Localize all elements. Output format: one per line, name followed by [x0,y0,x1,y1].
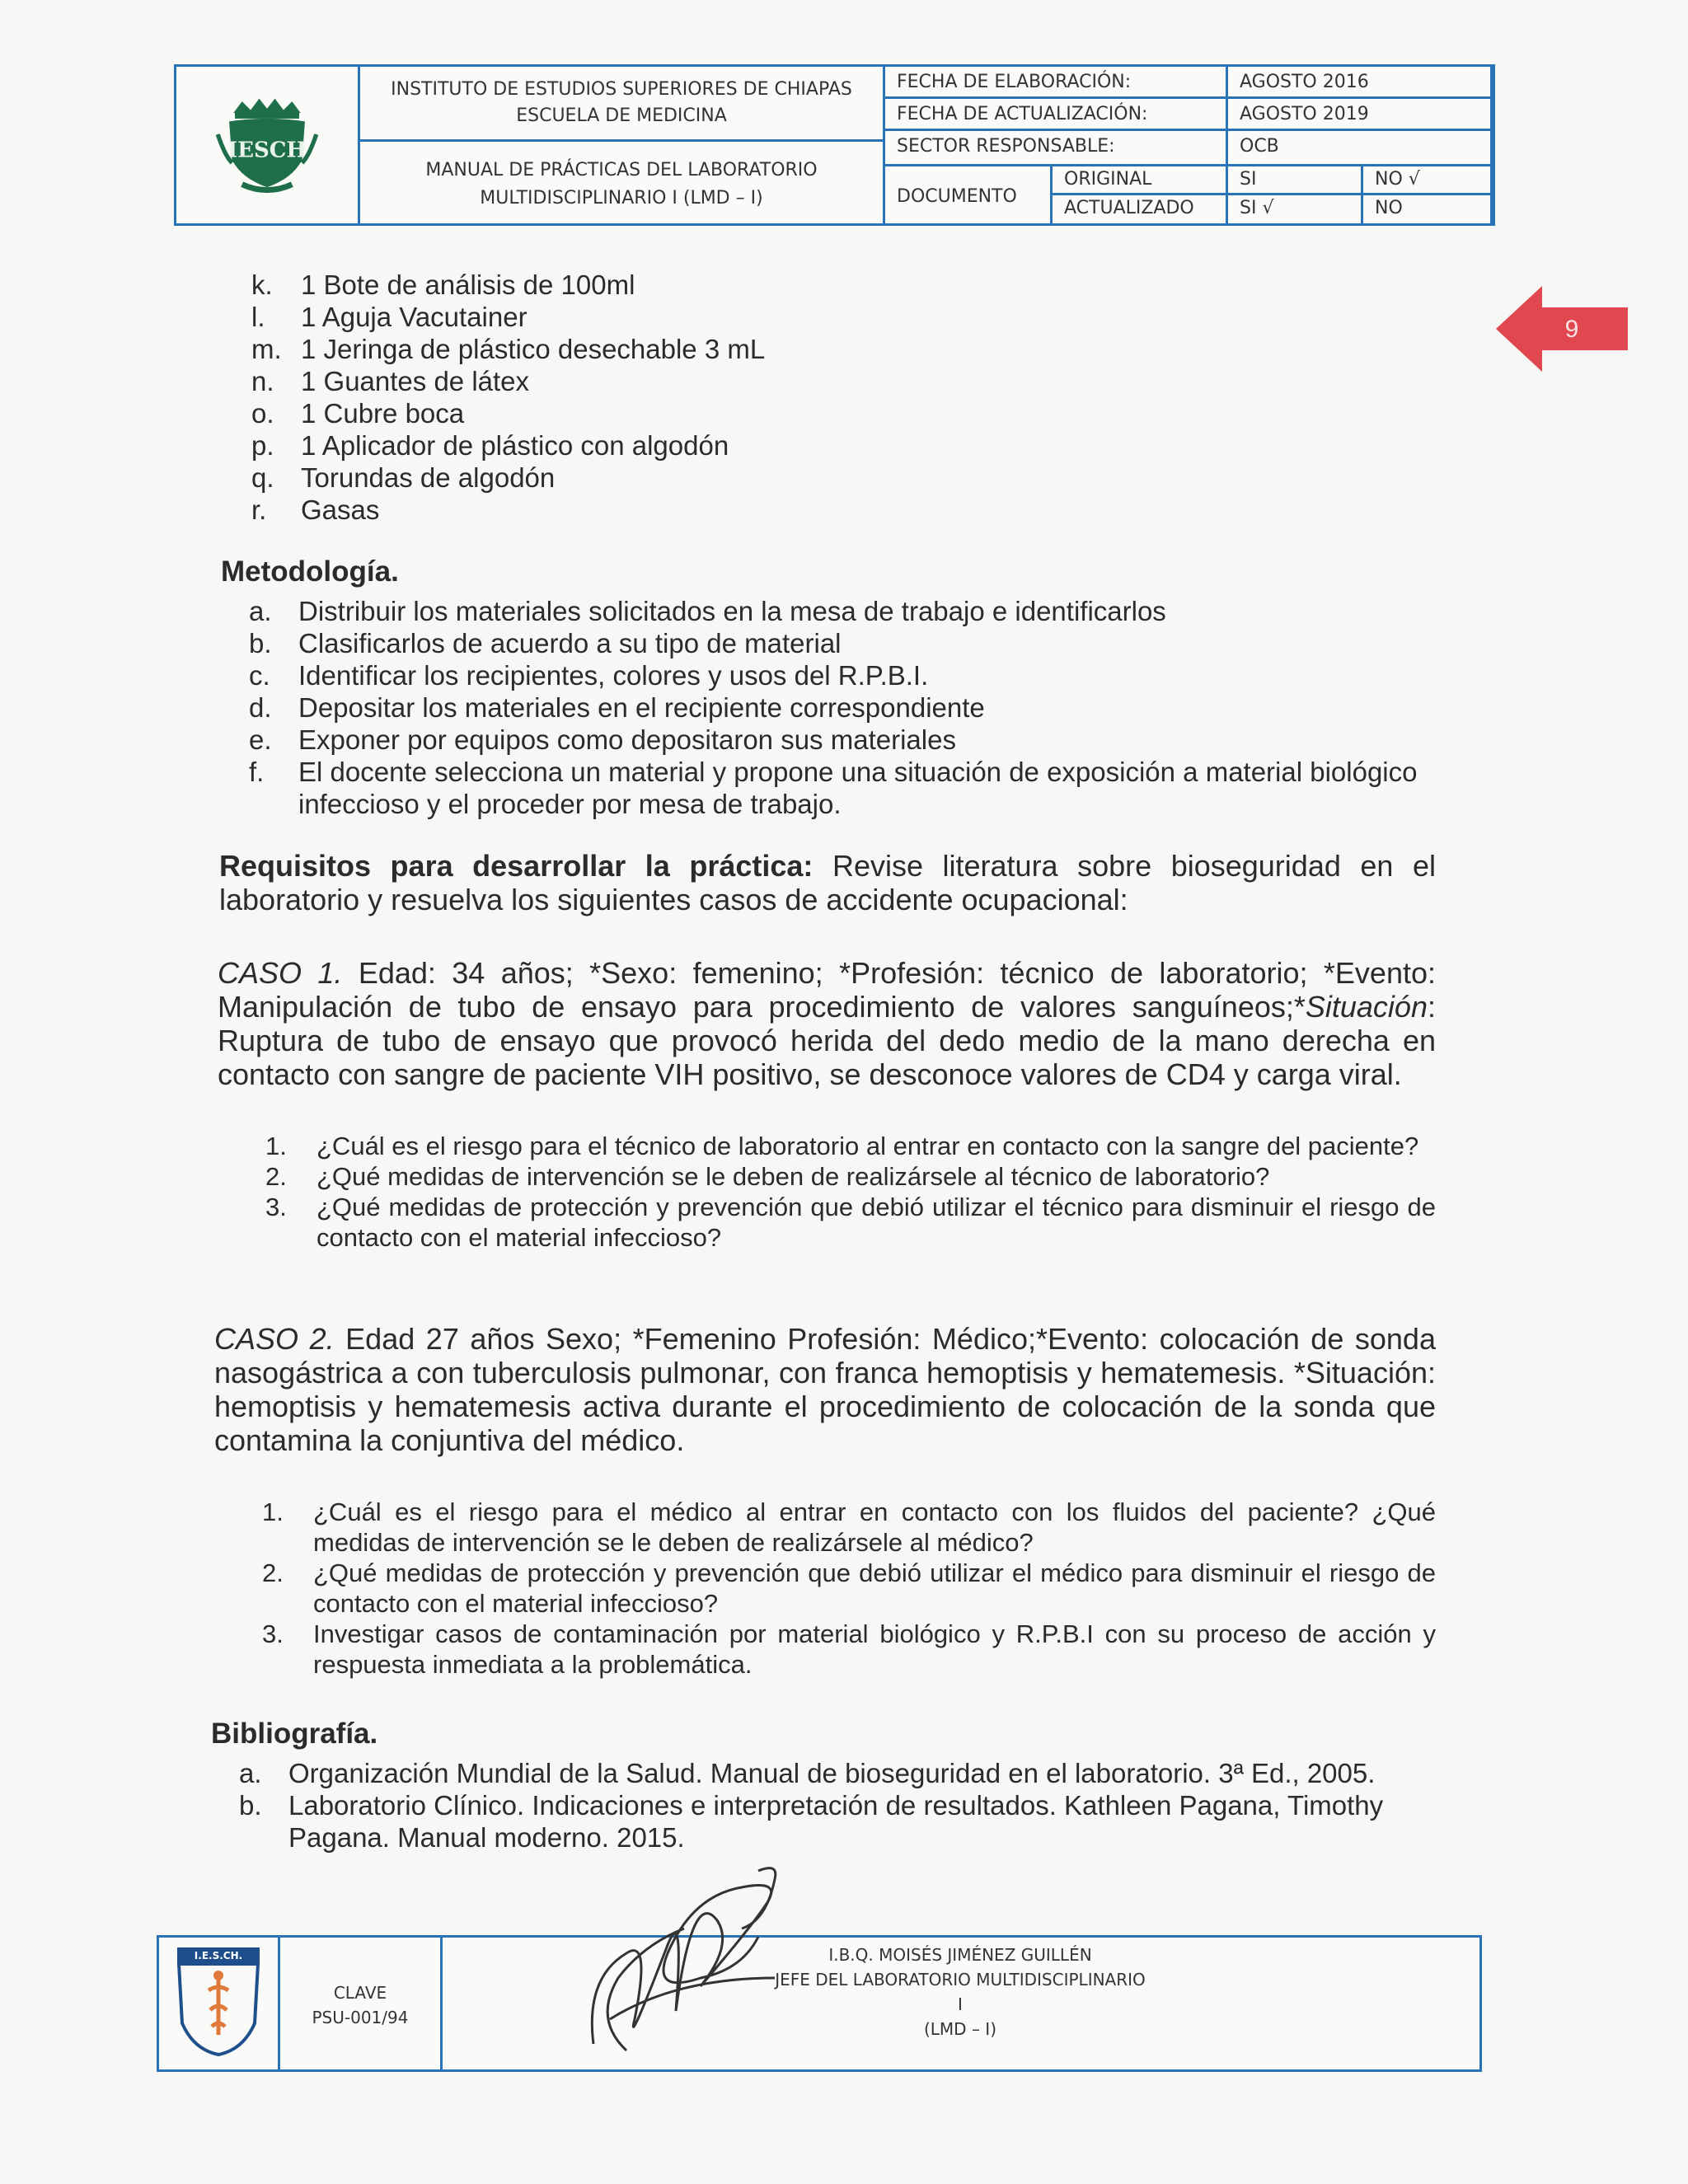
signer-title: JEFE DEL LABORATORIO MULTIDISCIPLINARIO I [775,1970,1146,2014]
institution-name: INSTITUTO DE ESTUDIOS SUPERIORES DE CHIAPAS [391,79,852,100]
list-item: p. 1 Aplicador de plástico con algodón [251,430,729,461]
original-si: SI [1226,164,1363,195]
fecha-elaboracion-value: AGOSTO 2016 [1226,64,1495,99]
actualizado-si: SI √ [1226,193,1363,226]
footer-logo-cell [157,1935,280,2072]
metodologia-heading: Metodología. [221,555,399,588]
list-item: f. El docente selecciona un material y propone una situación de exposición a material biológico infeccioso y el proceder por mesa de trabajo. [249,757,1418,819]
list-item: a. Organización Mundial de la Salud. Manual de bioseguridad en el laboratorio. 3ª Ed., 2005. [239,1758,1376,1788]
caso1-label: CASO 1. [218,956,343,990]
fecha-actualizacion-label: FECHA DE ACTUALIZACIÓN: [883,96,1228,131]
signer-block [775,1943,1146,2041]
caso2-label: CASO 2. [214,1322,335,1356]
signature-scribble [577,1854,791,2060]
list-item: a. Distribuir los materiales solicitados en la mesa de trabajo e identificarlos [249,596,1166,626]
list-item: b. Clasificarlos de acuerdo a su tipo de material [249,628,842,658]
bibliografia-list [239,1757,1436,1854]
signer-name: I.B.Q. MOISÉS JIMÉNEZ GUILLÉN [828,1945,1092,1965]
list-item: 3. ¿Qué medidas de protección y prevención que debió utilizar el técnico para disminuir el riesgo de contacto con el material infeccioso? [265,1193,1436,1252]
logo-letters: IESCH [227,138,307,163]
fecha-actualizacion-value: AGOSTO 2019 [1226,96,1495,131]
caso1-questions [265,1131,1436,1253]
fecha-elaboracion-label: FECHA DE ELABORACIÓN: [883,64,1228,99]
original-label: ORIGINAL [1050,164,1228,195]
list-item: 2. ¿Qué medidas de intervención se le deben de realizársele al técnico de laboratorio? [265,1162,1270,1191]
list-item: n. 1 Guantes de látex [251,366,530,396]
caso1-situacion: Situación [1305,990,1428,1024]
list-item: 1. ¿Cuál es el riesgo para el técnico de laboratorio al entrar en contacto con la sangre del paciente? [265,1132,1419,1160]
requisitos-paragraph [219,849,1436,916]
page-number-badge [1496,284,1628,373]
footer-clave-cell [278,1935,443,2072]
bibliografia-heading: Bibliografía. [211,1718,378,1750]
list-item: e. Exponer por equipos como depositaron sus materiales [249,724,956,755]
clave-label: CLAVE [333,1983,387,2003]
caso2-paragraph: CASO 2. Edad 27 años Sexo; *Femenino Profesión: Médico;*Evento: colocación de sonda nasogástrica a con tuberculosis pulmonar, con franca hemoptisis y hematemesis. *Situación: hemoptisis y hematemesis activa durante el procedimiento de colocación de la sonda que contamina la conjuntiva del médico. [214,1322,1436,1457]
requisitos-text: Revise literatura sobre bioseguridad en el laboratorio y resuelva los siguientes casos de accidente ocupacional: [219,849,1436,916]
header-table [174,64,1493,226]
manual-title-line1: MANUAL DE PRÁCTICAS DEL LABORATORIO [425,160,818,180]
header-manual-cell [358,139,885,226]
caso2-questions [262,1497,1436,1680]
materials-list [251,269,1158,526]
sector-responsable-label: SECTOR RESPONSABLE: [883,129,1228,166]
sector-responsable-value: OCB [1226,129,1495,166]
original-no: NO √ [1361,164,1495,195]
requisitos-heading: Requisitos para desarrollar la práctica: [219,849,814,883]
header-logo-cell [174,64,360,226]
list-item: c. Identificar los recipientes, colores y usos del R.P.B.I. [249,660,929,691]
footer-logo-text: I.E.S.CH. [194,1950,243,1961]
metodologia-list [249,595,1436,820]
list-item: b. Laboratorio Clínico. Indicaciones e interpretación de resultados. Kathleen Pagana, Timothy Pagana. Manual moderno. 2015. [239,1790,1384,1853]
ies-ch-shield-icon [169,1944,268,2060]
clave-value: PSU-001/94 [312,2008,409,2027]
school-name: ESCUELA DE MEDICINA [516,105,727,126]
list-item: m. 1 Jeringa de plástico desechable 3 mL [251,334,766,364]
list-item: 1. ¿Cuál es el riesgo para el médico al entrar en contacto con los fluidos del paciente? ¿Qué medidas de intervención se le deben de realizársele al médico? [262,1497,1436,1557]
documento-label: DOCUMENTO [883,164,1053,226]
list-item: 3. Investigar casos de contaminación por material biológico y R.P.B.I con su proceso de acción y respuesta inmediata a la problemática. [262,1619,1436,1679]
list-item: r. Gasas [251,494,380,525]
iesch-crest-logo [205,91,329,199]
header-institution-cell [358,64,885,142]
list-item: d. Depositar los materiales en el recipiente correspondiente [249,692,985,723]
list-item: q. Torundas de algodón [251,462,556,493]
caso1-paragraph: CASO 1. Edad: 34 años; *Sexo: femenino; *Profesión: técnico de laboratorio; *Evento: Manipulación de tubo de ensayo para procedimiento de valores sanguíneos;*Situación: Ruptura de tubo de ensayo que provocó herida del dedo medio de la mano derecha en contacto con sangre de paciente VIH positivo, se desconoce valores de CD4 y carga viral. [218,956,1436,1091]
list-item: l. 1 Aguja Vacutainer [251,302,528,332]
list-item: 2. ¿Qué medidas de protección y prevención que debió utilizar el médico para disminuir el riesgo de contacto con el material infeccioso? [262,1558,1436,1618]
manual-title-line2: MULTIDISCIPLINARIO I (LMD – I) [480,188,763,209]
signer-unit: (LMD – I) [923,2019,997,2039]
list-item: k. 1 Bote de análisis de 100ml [251,269,635,300]
page-number: 9 [1564,316,1579,343]
actualizado-no: NO [1361,193,1495,226]
actualizado-label: ACTUALIZADO [1050,193,1228,226]
list-item: o. 1 Cubre boca [251,398,465,429]
